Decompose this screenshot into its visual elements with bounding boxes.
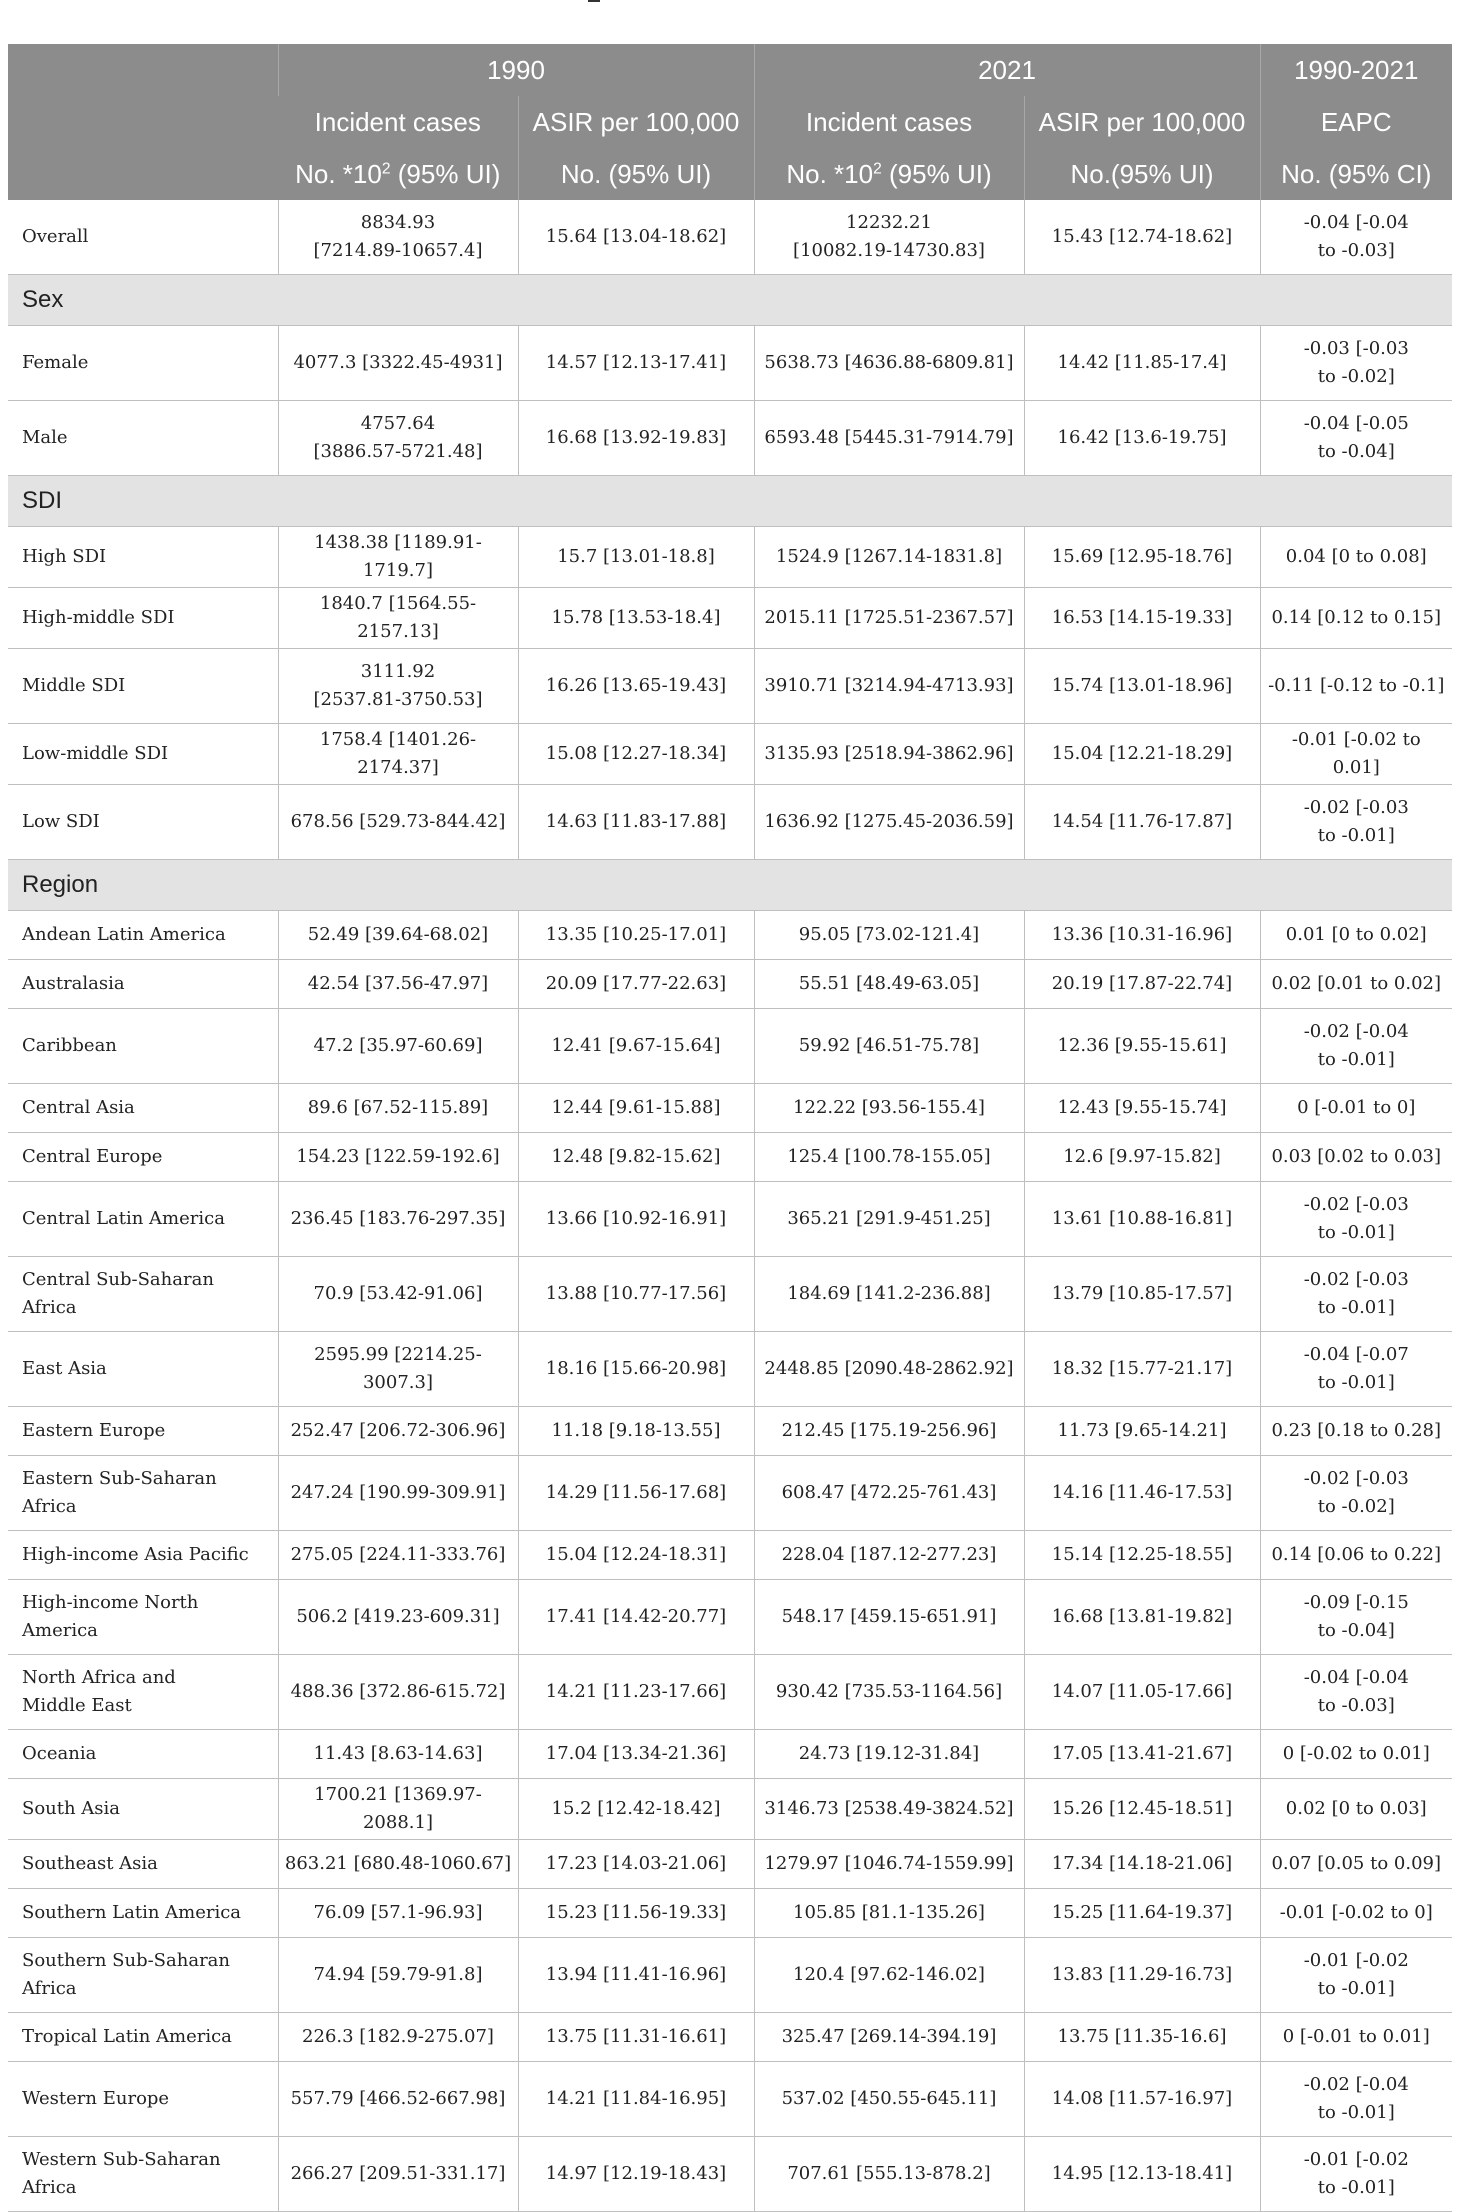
- row-label: Low SDI: [8, 785, 278, 860]
- asir-1990: 16.68 [13.92-19.83]: [518, 401, 754, 476]
- table-row: [8, 1084, 1452, 1133]
- table-row: [8, 1133, 1452, 1182]
- row-label: East Asia: [8, 1332, 278, 1407]
- eapc-value: 0.04 [0 to 0.08]: [1260, 527, 1452, 588]
- header-eapc: EAPC: [1260, 96, 1452, 148]
- section-title: Region: [8, 860, 1452, 911]
- table-row: [8, 1730, 1452, 1779]
- incident-cases-1990: 154.23 [122.59-192.6]: [278, 1133, 518, 1182]
- row-label: Australasia: [8, 960, 278, 1009]
- table-row: [8, 588, 1452, 649]
- asir-1990: 12.41 [9.67-15.64]: [518, 1009, 754, 1084]
- incident-cases-1990: 557.79 [466.52-667.98]: [278, 2062, 518, 2137]
- incident-cases-1990: 70.9 [53.42-91.06]: [278, 1257, 518, 1332]
- incident-cases-1990: 4757.64 [3886.57-5721.48]: [278, 401, 518, 476]
- asir-2021: 14.07 [11.05-17.66]: [1024, 1655, 1260, 1730]
- header-asir-1990: ASIR per 100,000: [518, 96, 754, 148]
- asir-2021: 14.54 [11.76-17.87]: [1024, 785, 1260, 860]
- header-unit-asir-1990: No. (95% UI): [518, 148, 754, 200]
- asir-2021: 12.43 [9.55-15.74]: [1024, 1084, 1260, 1133]
- incident-cases-2021: 212.45 [175.19-256.96]: [754, 1407, 1024, 1456]
- asir-1990: 17.04 [13.34-21.36]: [518, 1730, 754, 1779]
- asir-1990: 18.16 [15.66-20.98]: [518, 1332, 754, 1407]
- incident-cases-2021: 55.51 [48.49-63.05]: [754, 960, 1024, 1009]
- eapc-value: -0.02 [-0.03 to -0.02]: [1260, 1456, 1452, 1531]
- asir-1990: 15.7 [13.01-18.8]: [518, 527, 754, 588]
- unit-prefix: No. *10: [786, 158, 874, 189]
- eapc-value: -0.02 [-0.03 to -0.01]: [1260, 1182, 1452, 1257]
- incident-cases-1990: 52.49 [39.64-68.02]: [278, 911, 518, 960]
- eapc-value: 0.03 [0.02 to 0.03]: [1260, 1133, 1452, 1182]
- table-row: [8, 1889, 1452, 1938]
- incident-cases-1990: 11.43 [8.63-14.63]: [278, 1730, 518, 1779]
- incident-cases-1990: 226.3 [182.9-275.07]: [278, 2013, 518, 2062]
- eapc-value: -0.01 [-0.02 to -0.01]: [1260, 1938, 1452, 2013]
- asir-2021: 13.83 [11.29-16.73]: [1024, 1938, 1260, 2013]
- asir-1990: 14.57 [12.13-17.41]: [518, 326, 754, 401]
- unit-exponent: 2: [381, 159, 391, 177]
- incident-cases-2021: 2448.85 [2090.48-2862.92]: [754, 1332, 1024, 1407]
- incidence-table: [8, 44, 1452, 2212]
- incident-cases-1990: 275.05 [224.11-333.76]: [278, 1531, 518, 1580]
- table-row: [8, 527, 1452, 588]
- incident-cases-2021: 5638.73 [4636.88-6809.81]: [754, 326, 1024, 401]
- unit-prefix: No. *10: [295, 158, 382, 189]
- asir-1990: 15.78 [13.53-18.4]: [518, 588, 754, 649]
- asir-2021: 15.43 [12.74-18.62]: [1024, 200, 1260, 275]
- row-label: Southern Sub-Saharan Africa: [8, 1938, 278, 2013]
- incident-cases-2021: 365.21 [291.9-451.25]: [754, 1182, 1024, 1257]
- incident-cases-2021: 3910.71 [3214.94-4713.93]: [754, 649, 1024, 724]
- table-row: [8, 785, 1452, 860]
- asir-2021: 17.05 [13.41-21.67]: [1024, 1730, 1260, 1779]
- table-body: [8, 200, 1452, 2212]
- incident-cases-2021: 12232.21 [10082.19-14730.83]: [754, 200, 1024, 275]
- incident-cases-2021: 125.4 [100.78-155.05]: [754, 1133, 1024, 1182]
- header-incident-2021: Incident cases: [754, 96, 1024, 148]
- header-year-2021: 2021: [754, 44, 1260, 96]
- table-row: [8, 1456, 1452, 1531]
- asir-1990: 15.08 [12.27-18.34]: [518, 724, 754, 785]
- row-label: Eastern Europe: [8, 1407, 278, 1456]
- table-row: [8, 1009, 1452, 1084]
- asir-2021: 16.68 [13.81-19.82]: [1024, 1580, 1260, 1655]
- asir-1990: 12.44 [9.61-15.88]: [518, 1084, 754, 1133]
- incident-cases-1990: 1700.21 [1369.97-2088.1]: [278, 1779, 518, 1840]
- incident-cases-2021: 228.04 [187.12-277.23]: [754, 1531, 1024, 1580]
- row-label: High-income Asia Pacific: [8, 1531, 278, 1580]
- asir-2021: 16.53 [14.15-19.33]: [1024, 588, 1260, 649]
- header-blank: [8, 44, 278, 200]
- incident-cases-2021: 3135.93 [2518.94-3862.96]: [754, 724, 1024, 785]
- asir-2021: 15.26 [12.45-18.51]: [1024, 1779, 1260, 1840]
- row-label: North Africa and Middle East: [8, 1655, 278, 1730]
- asir-2021: 15.14 [12.25-18.55]: [1024, 1531, 1260, 1580]
- asir-1990: 15.04 [12.24-18.31]: [518, 1531, 754, 1580]
- table-row: [8, 200, 1452, 275]
- eapc-value: -0.02 [-0.03 to -0.01]: [1260, 1257, 1452, 1332]
- incident-cases-1990: 42.54 [37.56-47.97]: [278, 960, 518, 1009]
- asir-1990: 17.41 [14.42-20.77]: [518, 1580, 754, 1655]
- table-row: [8, 2062, 1452, 2137]
- header-unit-incident-1990: [278, 148, 518, 200]
- row-label: Central Europe: [8, 1133, 278, 1182]
- eapc-value: -0.01 [-0.02 to 0]: [1260, 1889, 1452, 1938]
- incident-cases-1990: 488.36 [372.86-615.72]: [278, 1655, 518, 1730]
- section-title: SDI: [8, 476, 1452, 527]
- row-label: Caribbean: [8, 1009, 278, 1084]
- incident-cases-1990: 1758.4 [1401.26-2174.37]: [278, 724, 518, 785]
- asir-1990: 13.66 [10.92-16.91]: [518, 1182, 754, 1257]
- table-row: [8, 1407, 1452, 1456]
- asir-1990: 17.23 [14.03-21.06]: [518, 1840, 754, 1889]
- table-row: [8, 649, 1452, 724]
- table-row: [8, 1580, 1452, 1655]
- asir-2021: 15.04 [12.21-18.29]: [1024, 724, 1260, 785]
- header-incident-1990: Incident cases: [278, 96, 518, 148]
- asir-1990: 14.29 [11.56-17.68]: [518, 1456, 754, 1531]
- asir-2021: 12.6 [9.97-15.82]: [1024, 1133, 1260, 1182]
- table-row: [8, 1332, 1452, 1407]
- header-unit-eapc: No. (95% CI): [1260, 148, 1452, 200]
- incident-cases-2021: 120.4 [97.62-146.02]: [754, 1938, 1024, 2013]
- incident-cases-1990: 76.09 [57.1-96.93]: [278, 1889, 518, 1938]
- incident-cases-2021: 1524.9 [1267.14-1831.8]: [754, 527, 1024, 588]
- eapc-value: -0.04 [-0.04 to -0.03]: [1260, 200, 1452, 275]
- asir-1990: 15.64 [13.04-18.62]: [518, 200, 754, 275]
- asir-2021: 15.25 [11.64-19.37]: [1024, 1889, 1260, 1938]
- top-dash-mark: [588, 0, 600, 2]
- eapc-value: 0.07 [0.05 to 0.09]: [1260, 1840, 1452, 1889]
- row-label: Female: [8, 326, 278, 401]
- row-label: Andean Latin America: [8, 911, 278, 960]
- incident-cases-2021: 608.47 [472.25-761.43]: [754, 1456, 1024, 1531]
- asir-1990: 13.75 [11.31-16.61]: [518, 2013, 754, 2062]
- table-row: [8, 1840, 1452, 1889]
- incident-cases-1990: 678.56 [529.73-844.42]: [278, 785, 518, 860]
- incident-cases-2021: 1636.92 [1275.45-2036.59]: [754, 785, 1024, 860]
- eapc-value: 0 [-0.02 to 0.01]: [1260, 1730, 1452, 1779]
- incident-cases-2021: 548.17 [459.15-651.91]: [754, 1580, 1024, 1655]
- eapc-value: -0.04 [-0.07 to -0.01]: [1260, 1332, 1452, 1407]
- incident-cases-2021: 59.92 [46.51-75.78]: [754, 1009, 1024, 1084]
- table-row: [8, 326, 1452, 401]
- asir-2021: 17.34 [14.18-21.06]: [1024, 1840, 1260, 1889]
- asir-2021: 14.08 [11.57-16.97]: [1024, 2062, 1260, 2137]
- eapc-value: -0.11 [-0.12 to -0.1]: [1260, 649, 1452, 724]
- unit-exponent: 2: [873, 159, 882, 177]
- asir-2021: 16.42 [13.6-19.75]: [1024, 401, 1260, 476]
- section-title: Sex: [8, 275, 1452, 326]
- eapc-value: 0.01 [0 to 0.02]: [1260, 911, 1452, 960]
- row-label: Central Sub-Saharan Africa: [8, 1257, 278, 1332]
- incident-cases-2021: 6593.48 [5445.31-7914.79]: [754, 401, 1024, 476]
- section-header-row: [8, 476, 1452, 527]
- eapc-value: 0.02 [0.01 to 0.02]: [1260, 960, 1452, 1009]
- asir-1990: 14.21 [11.84-16.95]: [518, 2062, 754, 2137]
- asir-1990: 12.48 [9.82-15.62]: [518, 1133, 754, 1182]
- eapc-value: -0.01 [-0.02 to 0.01]: [1260, 724, 1452, 785]
- table-row: [8, 1531, 1452, 1580]
- table-header: [8, 44, 1452, 200]
- incident-cases-1990: 506.2 [419.23-609.31]: [278, 1580, 518, 1655]
- eapc-value: 0.14 [0.12 to 0.15]: [1260, 588, 1452, 649]
- table-row: [8, 911, 1452, 960]
- row-label: Middle SDI: [8, 649, 278, 724]
- asir-2021: 13.79 [10.85-17.57]: [1024, 1257, 1260, 1332]
- row-label: Oceania: [8, 1730, 278, 1779]
- eapc-value: 0 [-0.01 to 0]: [1260, 1084, 1452, 1133]
- table-row: [8, 960, 1452, 1009]
- incident-cases-1990: 252.47 [206.72-306.96]: [278, 1407, 518, 1456]
- eapc-value: -0.02 [-0.04 to -0.01]: [1260, 1009, 1452, 1084]
- table-row: [8, 2137, 1452, 2212]
- table-row: [8, 1182, 1452, 1257]
- row-label: Southern Latin America: [8, 1889, 278, 1938]
- header-year-1990: 1990: [278, 44, 754, 96]
- table-row: [8, 724, 1452, 785]
- incident-cases-2021: 184.69 [141.2-236.88]: [754, 1257, 1024, 1332]
- row-label: Male: [8, 401, 278, 476]
- eapc-value: -0.02 [-0.04 to -0.01]: [1260, 2062, 1452, 2137]
- incident-cases-2021: 707.61 [555.13-878.2]: [754, 2137, 1024, 2212]
- eapc-value: -0.09 [-0.15 to -0.04]: [1260, 1580, 1452, 1655]
- incident-cases-2021: 3146.73 [2538.49-3824.52]: [754, 1779, 1024, 1840]
- incident-cases-1990: 3111.92 [2537.81-3750.53]: [278, 649, 518, 724]
- row-label: High SDI: [8, 527, 278, 588]
- row-label: Eastern Sub-Saharan Africa: [8, 1456, 278, 1531]
- incident-cases-2021: 930.42 [735.53-1164.56]: [754, 1655, 1024, 1730]
- row-label: Central Asia: [8, 1084, 278, 1133]
- asir-2021: 14.42 [11.85-17.4]: [1024, 326, 1260, 401]
- row-label: South Asia: [8, 1779, 278, 1840]
- incident-cases-2021: 95.05 [73.02-121.4]: [754, 911, 1024, 960]
- table-row: [8, 2013, 1452, 2062]
- asir-1990: 13.35 [10.25-17.01]: [518, 911, 754, 960]
- asir-1990: 14.97 [12.19-18.43]: [518, 2137, 754, 2212]
- row-label: Central Latin America: [8, 1182, 278, 1257]
- incident-cases-1990: 89.6 [67.52-115.89]: [278, 1084, 518, 1133]
- asir-1990: 14.21 [11.23-17.66]: [518, 1655, 754, 1730]
- eapc-value: -0.04 [-0.04 to -0.03]: [1260, 1655, 1452, 1730]
- asir-1990: 14.63 [11.83-17.88]: [518, 785, 754, 860]
- row-label: High-middle SDI: [8, 588, 278, 649]
- asir-2021: 13.75 [11.35-16.6]: [1024, 2013, 1260, 2062]
- unit-suffix: (95% UI): [881, 158, 992, 189]
- asir-2021: 15.74 [13.01-18.96]: [1024, 649, 1260, 724]
- header-unit-incident-2021: [754, 148, 1024, 200]
- eapc-value: -0.01 [-0.02 to -0.01]: [1260, 2137, 1452, 2212]
- incident-cases-1990: 266.27 [209.51-331.17]: [278, 2137, 518, 2212]
- asir-1990: 15.23 [11.56-19.33]: [518, 1889, 754, 1938]
- table-row: [8, 1655, 1452, 1730]
- asir-2021: 12.36 [9.55-15.61]: [1024, 1009, 1260, 1084]
- asir-2021: 15.69 [12.95-18.76]: [1024, 527, 1260, 588]
- asir-2021: 11.73 [9.65-14.21]: [1024, 1407, 1260, 1456]
- eapc-value: 0.02 [0 to 0.03]: [1260, 1779, 1452, 1840]
- incident-cases-2021: 105.85 [81.1-135.26]: [754, 1889, 1024, 1938]
- incident-cases-1990: 2595.99 [2214.25-3007.3]: [278, 1332, 518, 1407]
- eapc-value: -0.02 [-0.03 to -0.01]: [1260, 785, 1452, 860]
- row-label: High-income North America: [8, 1580, 278, 1655]
- incident-cases-2021: 122.22 [93.56-155.4]: [754, 1084, 1024, 1133]
- section-header-row: [8, 860, 1452, 911]
- eapc-value: 0 [-0.01 to 0.01]: [1260, 2013, 1452, 2062]
- table-row: [8, 1779, 1452, 1840]
- asir-2021: 14.95 [12.13-18.41]: [1024, 2137, 1260, 2212]
- incident-cases-2021: 1279.97 [1046.74-1559.99]: [754, 1840, 1024, 1889]
- row-label: Overall: [8, 200, 278, 275]
- asir-2021: 13.36 [10.31-16.96]: [1024, 911, 1260, 960]
- row-label: Western Europe: [8, 2062, 278, 2137]
- asir-2021: 13.61 [10.88-16.81]: [1024, 1182, 1260, 1257]
- asir-1990: 16.26 [13.65-19.43]: [518, 649, 754, 724]
- incident-cases-1990: 47.2 [35.97-60.69]: [278, 1009, 518, 1084]
- header-change-period: 1990-2021: [1260, 44, 1452, 96]
- asir-1990: 13.88 [10.77-17.56]: [518, 1257, 754, 1332]
- asir-1990: 11.18 [9.18-13.55]: [518, 1407, 754, 1456]
- asir-2021: 18.32 [15.77-21.17]: [1024, 1332, 1260, 1407]
- row-label: Southeast Asia: [8, 1840, 278, 1889]
- incident-cases-2021: 2015.11 [1725.51-2367.57]: [754, 588, 1024, 649]
- table-row: [8, 1257, 1452, 1332]
- asir-1990: 13.94 [11.41-16.96]: [518, 1938, 754, 2013]
- unit-suffix: (95% UI): [390, 158, 501, 189]
- eapc-value: 0.23 [0.18 to 0.28]: [1260, 1407, 1452, 1456]
- incident-cases-1990: 247.24 [190.99-309.91]: [278, 1456, 518, 1531]
- incident-cases-1990: 4077.3 [3322.45-4931]: [278, 326, 518, 401]
- header-asir-2021: ASIR per 100,000: [1024, 96, 1260, 148]
- incident-cases-2021: 24.73 [19.12-31.84]: [754, 1730, 1024, 1779]
- incident-cases-2021: 325.47 [269.14-394.19]: [754, 2013, 1024, 2062]
- asir-2021: 14.16 [11.46-17.53]: [1024, 1456, 1260, 1531]
- incident-cases-1990: 74.94 [59.79-91.8]: [278, 1938, 518, 2013]
- asir-1990: 20.09 [17.77-22.63]: [518, 960, 754, 1009]
- table-row: [8, 1938, 1452, 2013]
- table-row: [8, 401, 1452, 476]
- incident-cases-1990: 1840.7 [1564.55-2157.13]: [278, 588, 518, 649]
- section-header-row: [8, 275, 1452, 326]
- eapc-value: -0.03 [-0.03 to -0.02]: [1260, 326, 1452, 401]
- asir-1990: 15.2 [12.42-18.42]: [518, 1779, 754, 1840]
- eapc-value: -0.04 [-0.05 to -0.04]: [1260, 401, 1452, 476]
- incident-cases-1990: 8834.93 [7214.89-10657.4]: [278, 200, 518, 275]
- eapc-value: 0.14 [0.06 to 0.22]: [1260, 1531, 1452, 1580]
- header-unit-asir-2021: No.(95% UI): [1024, 148, 1260, 200]
- incident-cases-1990: 863.21 [680.48-1060.67]: [278, 1840, 518, 1889]
- row-label: Tropical Latin America: [8, 2013, 278, 2062]
- asir-2021: 20.19 [17.87-22.74]: [1024, 960, 1260, 1009]
- incident-cases-1990: 1438.38 [1189.91-1719.7]: [278, 527, 518, 588]
- row-label: Western Sub-Saharan Africa: [8, 2137, 278, 2212]
- row-label: Low-middle SDI: [8, 724, 278, 785]
- incident-cases-2021: 537.02 [450.55-645.11]: [754, 2062, 1024, 2137]
- incident-cases-1990: 236.45 [183.76-297.35]: [278, 1182, 518, 1257]
